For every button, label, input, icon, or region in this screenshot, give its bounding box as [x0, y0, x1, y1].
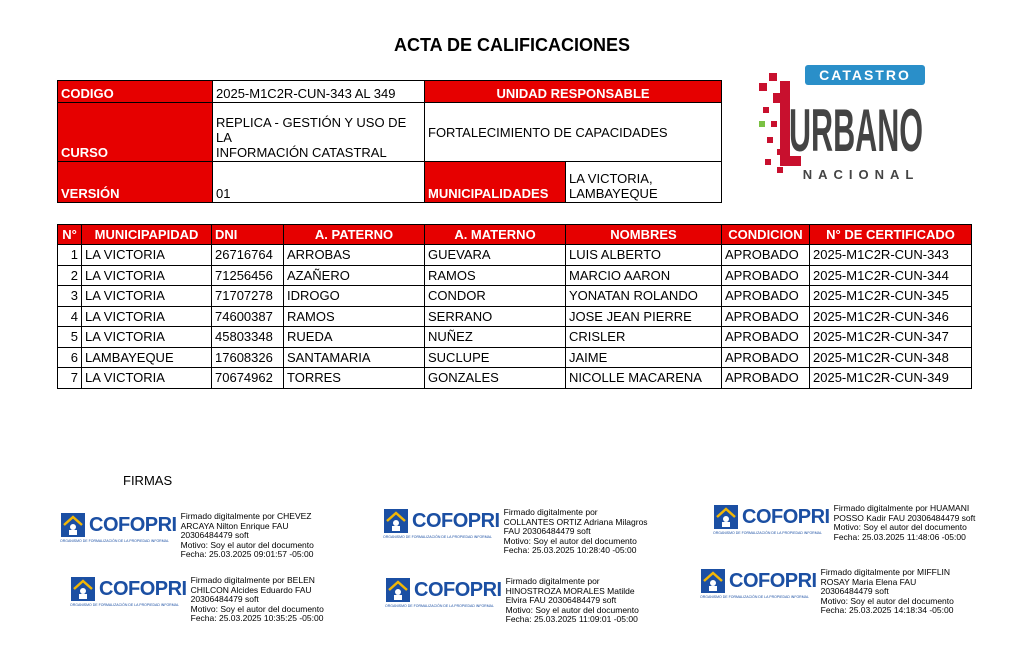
row-condicion: APROBADO — [722, 327, 810, 348]
codigo-label: CODIGO — [58, 81, 213, 103]
municipalidades-value — [566, 162, 722, 203]
row-municipalidad: LA VICTORIA — [82, 327, 212, 348]
row-paterno: RUEDA — [284, 327, 425, 348]
catastro-urbano-emblem — [757, 63, 927, 185]
row-condicion: APROBADO — [722, 286, 810, 307]
unidad-label: UNIDAD RESPONSABLE — [425, 81, 722, 103]
row-condicion: APROBADO — [722, 265, 810, 286]
curso-value — [213, 103, 425, 162]
cofopri-logo — [385, 577, 502, 608]
row-paterno: ARROBAS — [284, 245, 425, 266]
municipalidades-value-line1: LA VICTORIA, — [569, 171, 653, 186]
row-materno: GUEVARA — [425, 245, 566, 266]
signature-text: Firmado digitalmente por CHEVEZ ARCAYA Nilton Enrique FAU 20306484479 soft Motivo: Soy el autor del documento Fecha: 25.03.2025 09:01:57 -05:00 — [180, 511, 314, 559]
row-materno: CONDOR — [425, 286, 566, 307]
cofopri-logo-mark — [385, 577, 502, 608]
row-dni: 17608326 — [212, 347, 284, 368]
row-certificado: 2025-M1C2R-CUN-345 — [810, 286, 972, 307]
digital-signature — [713, 504, 975, 542]
row-nombres: NICOLLE MACARENA — [566, 368, 722, 389]
row-nombres: JAIME — [566, 347, 722, 368]
header-num: N° — [58, 225, 82, 245]
version-label: VERSIÓN — [58, 162, 213, 203]
municipalidades-label: MUNICIPALIDADES — [425, 162, 566, 203]
cofopri-subtitle: ORGANISMO DE FORMALIZACIÓN DE LA PROPIEDAD INFORMAL — [713, 531, 822, 535]
row-nombres: YONATAN ROLANDO — [566, 286, 722, 307]
row-certificado: 2025-M1C2R-CUN-346 — [810, 306, 972, 327]
row-certificado: 2025-M1C2R-CUN-347 — [810, 327, 972, 348]
cofopri-logo-mark — [700, 568, 817, 599]
header-nombres: NOMBRES — [566, 225, 722, 245]
row-num: 6 — [58, 347, 82, 368]
cofopri-logo — [60, 512, 177, 543]
cofopri-logo-row — [383, 508, 500, 534]
row-materno: NUÑEZ — [425, 327, 566, 348]
row-nombres: JOSE JEAN PIERRE — [566, 306, 722, 327]
cofopri-subtitle: ORGANISMO DE FORMALIZACIÓN DE LA PROPIEDAD INFORMAL — [700, 595, 809, 599]
row-municipalidad: LAMBAYEQUE — [82, 347, 212, 368]
signature-text: Firmado digitalmente por COLLANTES ORTIZ Adriana Milagros FAU 20306484479 soft Motivo: Soy el autor del documento Fecha: 25.03.2025 10:28:40 -05:00 — [503, 507, 648, 555]
row-municipalidad: LA VICTORIA — [82, 306, 212, 327]
cofopri-word: COFOPRI — [89, 513, 177, 536]
header-certificado: N° DE CERTIFICADO — [810, 225, 972, 245]
cofopri-subtitle: ORGANISMO DE FORMALIZACIÓN DE LA PROPIEDAD INFORMAL — [70, 603, 179, 607]
table-row — [58, 306, 972, 327]
row-nombres: LUIS ALBERTO — [566, 245, 722, 266]
row-nombres: MARCIO AARON — [566, 265, 722, 286]
curso-label: CURSO — [58, 103, 213, 162]
house-icon — [700, 568, 726, 594]
row-num: 5 — [58, 327, 82, 348]
row-paterno: TORRES — [284, 368, 425, 389]
version-value: 01 — [213, 162, 425, 203]
house-icon — [383, 508, 409, 534]
row-dni: 45803348 — [212, 327, 284, 348]
cofopri-subtitle: ORGANISMO DE FORMALIZACIÓN DE LA PROPIEDAD INFORMAL — [383, 535, 492, 539]
row-condicion: APROBADO — [722, 368, 810, 389]
row-certificado: 2025-M1C2R-CUN-349 — [810, 368, 972, 389]
row-municipalidad: LA VICTORIA — [82, 265, 212, 286]
grades-table — [57, 224, 972, 389]
cofopri-logo-row — [70, 576, 187, 602]
cofopri-word: COFOPRI — [99, 577, 187, 600]
row-dni: 71707278 — [212, 286, 284, 307]
table-header-row — [58, 225, 972, 245]
row-dni: 26716764 — [212, 245, 284, 266]
row-condicion: APROBADO — [722, 306, 810, 327]
digital-signature — [383, 508, 648, 556]
table-row — [58, 327, 972, 348]
row-dni: 70674962 — [212, 368, 284, 389]
digital-signature — [70, 576, 324, 624]
row-num: 4 — [58, 306, 82, 327]
cofopri-logo — [383, 508, 500, 539]
logo-main-text: URBANO — [789, 97, 923, 164]
table-row — [58, 347, 972, 368]
row-certificado: 2025-M1C2R-CUN-348 — [810, 347, 972, 368]
row-municipalidad: LA VICTORIA — [82, 245, 212, 266]
digital-signature — [700, 568, 954, 616]
signature-text: Firmado digitalmente por BELEN CHILCON Alcides Eduardo FAU 20306484479 soft Motivo: Soy el autor del documento Fecha: 25.03.2025 10:35:25 -05:00 — [190, 575, 324, 623]
house-icon — [60, 512, 86, 538]
document-title: ACTA DE CALIFICACIONES — [394, 35, 630, 55]
house-icon — [713, 504, 739, 530]
curso-value-line1: REPLICA - GESTIÓN Y USO DE LA — [216, 115, 407, 145]
header-paterno: A. PATERNO — [284, 225, 425, 245]
header-dni: DNI — [212, 225, 284, 245]
municipalidades-value-line2: LAMBAYEQUE — [569, 186, 658, 201]
cofopri-logo-row — [700, 568, 817, 594]
table-row — [58, 368, 972, 389]
row-paterno: AZAÑERO — [284, 265, 425, 286]
course-info-table — [57, 80, 722, 203]
row-materno: SUCLUPE — [425, 347, 566, 368]
unidad-value: FORTALECIMIENTO DE CAPACIDADES — [425, 103, 722, 162]
cofopri-logo — [713, 504, 830, 535]
digital-signature — [60, 512, 314, 560]
cofopri-word: COFOPRI — [412, 509, 500, 532]
cofopri-word: COFOPRI — [729, 569, 817, 592]
cofopri-word: COFOPRI — [414, 578, 502, 601]
header-municipalidad: MUNICIPAPIDAD — [82, 225, 212, 245]
cofopri-logo-mark — [713, 504, 830, 535]
cofopri-logo-row — [713, 504, 830, 530]
cofopri-logo-mark — [383, 508, 500, 539]
cofopri-logo-row — [60, 512, 177, 538]
row-num: 7 — [58, 368, 82, 389]
row-materno: RAMOS — [425, 265, 566, 286]
row-paterno: SANTAMARIA — [284, 347, 425, 368]
table-row — [58, 265, 972, 286]
row-dni: 71256456 — [212, 265, 284, 286]
cofopri-logo-mark — [70, 576, 187, 607]
row-paterno: RAMOS — [284, 306, 425, 327]
cofopri-logo — [70, 576, 187, 607]
house-icon — [385, 577, 411, 603]
signature-text: Firmado digitalmente por HINOSTROZA MORALES Matilde Elvira FAU 20306484479 soft Motivo: Soy el autor del documento Fecha: 25.03.2025 11:09:01 -05:00 — [505, 576, 639, 624]
cofopri-subtitle: ORGANISMO DE FORMALIZACIÓN DE LA PROPIEDAD INFORMAL — [385, 604, 494, 608]
cofopri-logo-mark — [60, 512, 177, 543]
codigo-value: 2025-M1C2R-CUN-343 AL 349 — [213, 81, 425, 103]
row-municipalidad: LA VICTORIA — [82, 368, 212, 389]
cofopri-logo-row — [385, 577, 502, 603]
row-num: 1 — [58, 245, 82, 266]
catastro-urbano-logo — [757, 63, 927, 185]
curso-value-line2: INFORMACIÓN CATASTRAL — [216, 145, 387, 160]
row-dni: 74600387 — [212, 306, 284, 327]
row-municipalidad: LA VICTORIA — [82, 286, 212, 307]
header-materno: A. MATERNO — [425, 225, 566, 245]
row-num: 2 — [58, 265, 82, 286]
logo-bottom-text: NACIONAL — [802, 167, 920, 182]
row-materno: SERRANO — [425, 306, 566, 327]
row-condicion: APROBADO — [722, 347, 810, 368]
cofopri-logo — [700, 568, 817, 599]
signature-text: Firmado digitalmente por HUAMANI POSSO Kadir FAU 20306484479 soft Motivo: Soy el autor del documento Fecha: 25.03.2025 11:48:06 -05:00 — [833, 503, 976, 542]
cofopri-word: COFOPRI — [742, 505, 830, 528]
row-nombres: CRISLER — [566, 327, 722, 348]
row-condicion: APROBADO — [722, 245, 810, 266]
header-condicion: CONDICION — [722, 225, 810, 245]
row-certificado: 2025-M1C2R-CUN-343 — [810, 245, 972, 266]
row-num: 3 — [58, 286, 82, 307]
row-certificado: 2025-M1C2R-CUN-344 — [810, 265, 972, 286]
house-icon — [70, 576, 96, 602]
table-row — [58, 286, 972, 307]
signature-text: Firmado digitalmente por MIFFLIN ROSAY Maria Elena FAU 20306484479 soft Motivo: Soy el autor del documento Fecha: 25.03.2025 14:18:34 -05:00 — [820, 567, 954, 615]
digital-signature — [385, 577, 639, 625]
firmas-label: FIRMAS — [123, 473, 173, 488]
table-row — [58, 245, 972, 266]
cofopri-subtitle: ORGANISMO DE FORMALIZACIÓN DE LA PROPIEDAD INFORMAL — [60, 539, 169, 543]
row-paterno: IDROGO — [284, 286, 425, 307]
logo-top-text: CATASTRO — [819, 67, 911, 83]
row-materno: GONZALES — [425, 368, 566, 389]
